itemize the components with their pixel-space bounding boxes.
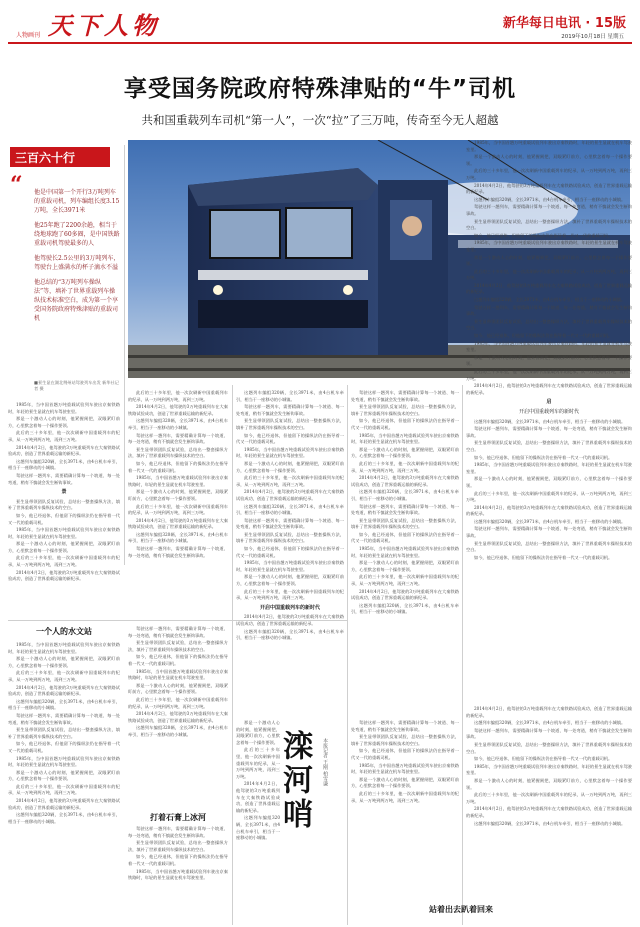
body-paragraph: 景生显带领团队反复试验，总结出一整套操纵方法，填补了世界重载列车操纵技术的空白。	[128, 840, 228, 852]
vertical-title: 滦河哨	[277, 730, 312, 832]
body-paragraph: 如今，他已经退休，但他留下的操纵法仍在指导着一代又一代的重载司机。	[474, 333, 613, 339]
headline: 享受国务院政府特殊津贴的“牛”司机	[123, 76, 517, 102]
body-paragraph: 景生显带领团队反复试验，总结出一整套操纵方法，填补了世界重载列车操纵技术的空白。	[466, 540, 632, 553]
body-paragraph: 那是一个激动人心的时刻，他紧握闸把，双眼紧盯前方，心里默念着每一个操作要领。	[8, 541, 120, 553]
body-paragraph: 那是一个激动人心的时刻，他紧握闸把，双眼紧盯前方，心里默念着每一个操作要领。	[466, 777, 632, 790]
body-paragraph: 这趟列车编组320辆，全长3971米，由4台机车牵引，相当于一座移动的小城镇。	[474, 196, 626, 202]
body-paragraph: 那是一个激动人心的时刻，他紧握闸把，双眼紧盯前方，心里默念着每一个操作要领。	[466, 254, 632, 267]
body-paragraph: 驾驶这样一趟列车，需要精确计算每一个坡道、每一处弯道，稍有不慎就会发生断钩事故。	[8, 712, 120, 725]
body-paragraph: 如今，他已经退休，但他留下的操纵法仍在指导着一代又一代的重载司机。	[236, 432, 344, 445]
body-paragraph: 1985年，当中国首趟万吨重载试验列车驶出京秦铁路时，年轻的景生显就在机车驾驶室里。	[466, 340, 632, 353]
body-paragraph: 如今，他已经退休，但他留下的操纵法仍在指导着一代又一代的重载司机。	[474, 756, 613, 762]
body-paragraph: 景生显带领团队反复试验，总结出一整套操纵方法，填补了世界重载列车操纵技术的空白。	[466, 741, 632, 754]
body-paragraph: 这趟列车编组320辆，全长3971米，由4台机车牵引，相当于一座移动的小城镇。	[8, 458, 120, 471]
column-badge-label: 三百六十行	[15, 151, 76, 165]
body-paragraph: 2014年4月2日，他驾驶的3万吨重载列车在大秦铁路试验成功，创造了世界重载运输的新纪录。	[236, 489, 344, 501]
body-paragraph: 如今，他已经退休，但他留下的操纵法仍在指导着一代又一代的重载司机。	[128, 854, 228, 866]
body-paragraph: 这趟列车编组320辆，全长3971米，由4台机车牵引，相当于一座移动的小城镇。	[236, 503, 344, 516]
body-paragraph: 景生显带领团队反复试验，总结出一整套操纵方法，填补了世界重载列车操纵技术的空白。	[466, 218, 632, 231]
body-paragraph: 2014年4月2日，他驾驶的3万吨重载列车在大秦铁路试验成功，创造了世界重载运输的新纪录。	[466, 806, 632, 818]
body-paragraph: 此后的三十多年里，他一次次刷新中国重载列车的纪录，从一万吨到两万吨，再到三万吨。	[466, 369, 632, 381]
section-sub: 人物画刊	[16, 32, 41, 39]
body-paragraph: 驾驶这样一趟列车，需要精确计算每一个坡道、每一处弯道，稍有不慎就会发生断钩事故。	[351, 390, 459, 402]
pull-quote: 他总结的“3万吨列车操纵法”等，填补了世界重载列车操纵技术标准空白，成为第一个享受国务院政府特殊津贴的重载司机	[34, 279, 119, 322]
body-paragraph: 此后的三十多年里，他一次次刷新中国重载列车的纪录，从一万吨到两万吨，再到三万吨。	[466, 168, 632, 180]
body-paragraph: 如今，他已经退休，但他留下的操纵法仍在指导着一代又一代的重载司机。	[128, 460, 228, 473]
body-paragraph: 2014年4月2日，他驾驶的3万吨重载列车在大秦铁路试验成功，创造了世界重载运输的新纪录。	[466, 383, 632, 395]
body-paragraph: 驾驶这样一趟列车，需要精确计算每一个坡道、每一处弯道，稍有不慎就会发生断钩事故。	[128, 432, 228, 445]
body-paragraph: 2014年4月2日，他驾驶的3万吨重载列车在大秦铁路试验成功，创造了世界重载运输的新纪录。	[351, 588, 459, 601]
date-line: 2019年10月18日 星期五	[561, 34, 624, 40]
body-paragraph: 1985年，当中国首趟万吨重载试验列车驶出京秦铁路时，年轻的景生显就在机车驾驶室里。	[466, 763, 632, 776]
body-paragraph: 驾驶这样一趟列车，需要精确计算每一个坡道、每一处弯道，稍有不慎就会发生断钩事故。	[236, 517, 344, 530]
article-column-5	[466, 140, 632, 700]
body-paragraph: 此后的三十多年里，他一次次刷新中国重载列车的纪录，从一万吨到两万吨，再到三万吨。	[8, 430, 120, 442]
body-paragraph: 那是一个激动人心的时刻，他紧握闸把，双眼紧盯前方，心里默念着每一个操作要领。	[351, 776, 459, 789]
body-paragraph: 2014年4月2日，他驾驶的3万吨重载列车在大秦铁路试验成功，创造了世界重载运输的新纪录。	[128, 711, 228, 723]
body-paragraph: 此后的三十多年里，他一次次刷新中国重载列车的纪录，从一万吨到两万吨，再到三万吨。	[351, 790, 459, 803]
body-paragraph: 这趟列车编组320辆，全长3971米，由4台机车牵引，相当于一座移动的小城镇。	[351, 489, 459, 501]
body-paragraph: 1985年，当中国首趟万吨重载试验列车驶出京秦铁路时，年轻的景生显就在机车驾驶室里。	[128, 868, 228, 881]
body-paragraph: 驾驶这样一趟列车，需要精确计算每一个坡道、每一处弯道，稍有不慎就会发生断钩事故。	[466, 727, 632, 740]
article-column-1	[8, 402, 120, 617]
body-paragraph: 2014年4月2日，他驾驶的3万吨重载列车在大秦铁路试验成功，创造了世界重载运输的新纪录。	[128, 404, 228, 416]
body-paragraph: 此后的三十多年里，他一次次刷新中国重载列车的纪录，从一万吨到两万吨，再到三万吨。	[466, 268, 632, 281]
pull-quote: 他驾驶长2.5公里的3万吨列车，驾驶台上盛满水的杯子滴水不溢	[34, 255, 120, 271]
column-badge	[10, 147, 110, 167]
body-paragraph: 驾驶这样一趟列车，需要精确计算每一个坡道、每一处弯道，稍有不慎就会发生断钩事故。	[128, 826, 228, 838]
body-paragraph: 1985年，当中国首趟万吨重载试验列车驶出京秦铁路时，年轻的景生显就在机车驾驶室里。	[236, 560, 344, 572]
body-paragraph: 此后的三十多年里，他一次次刷新中国重载列车的纪录，从一万吨到两万吨，再到三万吨。	[351, 574, 459, 587]
body-paragraph: 那是一个激动人心的时刻，他紧握闸把，双眼紧盯前方，心里默念着每一个操作要领。	[128, 682, 228, 695]
masthead	[12, 6, 232, 38]
body-paragraph: 此后的三十多年里，他一次次刷新中国重载列车的纪录，从一万吨到两万吨，再到三万吨。	[236, 747, 280, 779]
vertical-note: 本报记者 王刚 柏雪谦	[322, 738, 328, 787]
body-paragraph: 2014年4月2日，他驾驶的3万吨重载列车在大秦铁路试验成功，创造了世界重载运输的新纪录。	[128, 517, 228, 530]
lower-column-3	[236, 720, 280, 924]
body-paragraph: 1985年，当中国首趟万吨重载试验列车驶出京秦铁路时，年轻的景生显就在机车驾驶室里。	[8, 527, 120, 539]
body-paragraph: 2014年4月2日，他驾驶的3万吨重载列车在大秦铁路试验成功，创造了世界重载运输的新纪录。	[8, 569, 120, 582]
body-paragraph: 2014年4月2日，他驾驶的3万吨重载列车在大秦铁路试验成功，创造了世界重载运输的新纪录。	[466, 282, 632, 295]
body-paragraph: 1985年，当中国首趟万吨重载试验列车驶出京秦铁路时，年轻的景生显就在机车驾驶室里。	[128, 475, 228, 487]
body-paragraph: 1985年，当中国首趟万吨重载试验列车驶出京秦铁路时，年轻的景生显就在机车驾驶室里。	[351, 432, 459, 445]
body-paragraph: 这趟列车编组320辆，全长3971米，由4台机车牵引，相当于一座移动的小城镇。	[236, 815, 280, 841]
paper-info: 新华每日电讯 · 15版	[502, 16, 626, 31]
quote-mark-icon: “	[10, 172, 23, 198]
body-paragraph: 这趟列车编组320辆，全长3971米，由4台机车牵引，相当于一座移动的小城镇。	[474, 720, 626, 726]
sidebar3-title: 站着出去趴着回来	[429, 904, 493, 914]
body-paragraph: 1985年，当中国首趟万吨重载试验列车驶出京秦铁路时，年轻的景生显就在机车驾驶室里。	[351, 762, 459, 775]
body-paragraph: 2014年4月2日，他驾驶的3万吨重载列车在大秦铁路试验成功，创造了世界重载运输的新纪录。	[8, 798, 120, 810]
body-paragraph: 景生显带领团队反复试验，总结出一整套操纵方法，填补了世界重载列车操纵技术的空白。	[128, 446, 228, 459]
body-paragraph: 此后的三十多年里，他一次次刷新中国重载列车的纪录，从一万吨到两万吨，再到三万吨。	[128, 390, 228, 402]
body-paragraph: 2014年4月2日，他驾驶的3万吨重载列车在大秦铁路试验成功，创造了世界重载运输的新纪录。	[8, 684, 120, 697]
pull-quote: 他25年跑了2200余趟，相当于绕地球跑了60多圈，是中国铁路重载司机驾驶最多的人	[34, 222, 120, 247]
body-paragraph: 这趟列车编组320辆，全长3971米，由4台机车牵引，相当于一座移动的小城镇。	[128, 725, 228, 737]
body-paragraph: 那是一个激动人心的时刻，他紧握闸把，双眼紧盯前方，心里默念着每一个操作要领。	[236, 460, 344, 473]
body-paragraph: 1985年，当中国首趟万吨重载试验列车驶出京秦铁路时，年轻的景生显就在机车驾驶室里。	[128, 668, 228, 681]
body-paragraph: 如今，他已经退休，但他留下的操纵法仍在指导着一代又一代的重载司机。	[351, 418, 459, 430]
body-paragraph: 1985年，当中国首趟万吨重载试验列车驶出京秦铁路时，年轻的景生显就在机车驾驶室里。	[8, 642, 120, 654]
body-paragraph: 这趟列车编组320辆，全长3971米，由4台机车牵引，相当于一座移动的小城镇。	[474, 820, 626, 826]
column-rule	[347, 385, 348, 925]
body-paragraph: 此后的三十多年里，他一次次刷新中国重载列车的纪录，从一万吨到两万吨，再到三万吨。	[8, 670, 120, 682]
body-paragraph: 2014年4月2日，他驾驶的3万吨重载列车在大秦铁路试验成功，创造了世界重载运输的新纪录。	[466, 504, 632, 517]
photo-caption: ■景生显在湖北荆州站驾驶列车出发 新华社记者 摄	[34, 380, 119, 391]
subhead: 景	[61, 489, 67, 496]
body-paragraph: 如今，他已经退休，但他留下的操纵法仍在指导着一代又一代的重载司机。	[8, 741, 120, 753]
body-paragraph: 驾驶这样一趟列车，需要精确计算每一个坡道、每一处弯道，稍有不慎就会发生断钩事故。	[351, 720, 459, 732]
body-paragraph: 此后的三十多年里，他一次次刷新中国重载列车的纪录，从一万吨到两万吨，再到三万吨。	[8, 783, 120, 796]
body-paragraph: 景生显带领团队反复试验，总结出一整套操纵方法，填补了世界重载列车操纵技术的空白。	[236, 418, 344, 430]
subheadline: 共和国重载列车司机“第一人”，一次“拉”了三万吨，传奇至今无人超越	[141, 113, 499, 127]
sidebar2-column	[128, 826, 228, 924]
body-paragraph: 那是一个激动人心的时刻，他紧握闸把，双眼紧盯前方，心里默念着每一个操作要领。	[236, 574, 344, 587]
body-paragraph: 景生显带领团队反复试验，总结出一整套操纵方法，填补了世界重载列车操纵技术的空白。	[466, 440, 632, 452]
body-paragraph: 景生显带领团队反复试验，总结出一整套操纵方法，填补了世界重载列车操纵技术的空白。	[8, 498, 120, 511]
body-paragraph: 驾驶这样一趟列车，需要精确计算每一个坡道、每一处弯道，稍有不慎就会发生断钩事故。	[466, 304, 632, 317]
body-paragraph: 如今，他已经退休，但他留下的操纵法仍在指导着一代又一代的重载司机。	[128, 654, 228, 666]
body-paragraph: 这趟列车编组320辆，全长3971米，由4台机车牵引，相当于一座移动的小城镇。	[128, 418, 228, 430]
body-paragraph: 驾驶这样一趟列车，需要精确计算每一个坡道、每一处弯道，稍有不慎就会发生断钩事故。	[8, 472, 120, 485]
pull-quotes	[34, 188, 120, 323]
body-paragraph: 那是一个激动人心的时刻，他紧握闸把，双眼紧盯前方，心里默念着每一个操作要领。	[351, 446, 459, 459]
body-paragraph: 如今，他已经退休，但他留下的操纵法仍在指导着一代又一代的重载司机。	[351, 531, 459, 544]
body-paragraph: 驾驶这样一趟列车，需要精确计算每一个坡道、每一处弯道，稍有不慎就会发生断钩事故。	[466, 526, 632, 539]
body-paragraph: 那是一个激动人心的时刻，他紧握闸把，双眼紧盯前方，心里默念着每一个操作要领。	[466, 354, 632, 367]
body-paragraph: 此后的三十多年里，他一次次刷新中国重载列车的纪录，从一万吨到两万吨，再到三万吨。	[236, 588, 344, 601]
body-paragraph: 这趟列车编组320辆，全长3971米，由4台机车牵引，相当于一座移动的小城镇。	[128, 531, 228, 544]
body-paragraph: 1985年，当中国首趟万吨重载试验列车驶出京秦铁路时，年轻的景生显就在机车驾驶室里。	[236, 446, 344, 459]
body-paragraph: 这趟列车编组320辆，全长3971米，由4台机车牵引，相当于一座移动的小城镇。	[236, 390, 344, 402]
lower-column-4	[351, 720, 459, 900]
body-paragraph: 那是一个激动人心的时刻，他紧握闸把，双眼紧盯前方，心里默念着每一个操作要领。	[8, 656, 120, 668]
body-paragraph: 2014年4月2日，他驾驶的3万吨重载列车在大秦铁路试验成功，创造了世界重载运输的新纪录。	[236, 781, 280, 813]
body-paragraph: 那是一个激动人心的时刻，他紧握闸把，双眼紧盯前方，心里默念着每一个操作要领。	[236, 720, 280, 745]
body-paragraph: 景生显带领团队反复试验，总结出一整套操纵方法，填补了世界重载列车操纵技术的空白。	[8, 727, 120, 739]
body-paragraph: 2014年4月2日，他驾驶的3万吨重载列车在大秦铁路试验成功，创造了世界重载运输的新纪录。	[466, 182, 632, 195]
body-paragraph: 这趟列车编组320辆，全长3971米，由4台机车牵引，相当于一座移动的小城镇。	[351, 602, 459, 615]
column-rule	[124, 145, 125, 565]
body-paragraph: 驾驶这样一趟列车，需要精确计算每一个坡道、每一处弯道，稍有不慎就会发生断钩事故。	[351, 503, 459, 516]
body-paragraph: 景生显带领团队反复试验，总结出一整套操纵方法，填补了世界重载列车操纵技术的空白。	[351, 517, 459, 530]
body-paragraph: 1985年，当中国首趟万吨重载试验列车驶出京秦铁路时，年轻的景生显就在机车驾驶室里。	[466, 140, 632, 152]
body-paragraph: 那是一个激动人心的时刻，他紧握闸把，双眼紧盯前方，心里默念着每一个操作要领。	[466, 476, 632, 488]
sidebar2-title: 打着石膏上冰河	[150, 812, 206, 822]
body-paragraph: 那是一个激动人心的时刻，他紧握闸把，双眼紧盯前方，心里默念着每一个操作要领。	[351, 560, 459, 572]
body-paragraph: 这趟列车编组320辆，全长3971米，由4台机车牵引，相当于一座移动的小城镇。	[8, 812, 120, 824]
body-paragraph: 2014年4月2日，他驾驶的3万吨重载列车在大秦铁路试验成功，创造了世界重载运输的新纪录。	[466, 706, 632, 718]
body-paragraph: 驾驶这样一趟列车，需要精确计算每一个坡道、每一处弯道，稍有不慎就会发生断钩事故。	[128, 626, 228, 638]
column-rule	[232, 385, 233, 925]
lower-column-5	[466, 706, 632, 924]
body-paragraph: 景生显带领团队反复试验，总结出一整套操纵方法，填补了世界重载列车操纵技术的空白。	[351, 734, 459, 746]
body-paragraph: 驾驶这样一趟列车，需要精确计算每一个坡道、每一处弯道，稍有不慎就会发生断钩事故。	[236, 404, 344, 416]
body-paragraph: 这趟列车编组320辆，全长3971米，由4台机车牵引，相当于一座移动的小城镇。	[474, 297, 626, 303]
subhead: 启	[546, 399, 552, 406]
body-paragraph: 景生显带领团队反复试验，总结出一整套操纵方法，填补了世界重载列车操纵技术的空白。	[128, 640, 228, 652]
body-paragraph: 景生显带领团队反复试验，总结出一整套操纵方法，填补了世界重载列车操纵技术的空白。	[351, 404, 459, 416]
body-paragraph: 这趟列车编组320辆，全长3971米，由4台机车牵引，相当于一座移动的小城镇。	[236, 628, 344, 641]
body-paragraph: 此后的三十多年里，他一次次刷新中国重载列车的纪录，从一万吨到两万吨，再到三万吨。	[351, 460, 459, 473]
body-paragraph: 1985年，当中国首趟万吨重载试验列车驶出京秦铁路时，年轻的景生显就在机车驾驶室里。	[8, 402, 120, 414]
body-paragraph: 如今，他已经退休，但他留下的操纵法仍在指导着一代又一代的重载司机。	[474, 232, 613, 238]
body-paragraph: 如今，他已经退休，但他留下的操纵法仍在指导着一代又一代的重载司机。	[474, 554, 613, 560]
body-paragraph: 此后的三十多年里，他一次次刷新中国重载列车的纪录，从一万吨到两万吨，再到三万吨。	[128, 696, 228, 709]
body-paragraph: 此后的三十多年里，他一次次刷新中国重载列车的纪录，从一万吨到两万吨，再到三万吨。	[236, 475, 344, 487]
body-paragraph: 如今，他已经退休，但他留下的操纵法仍在指导着一代又一代的重载司机。	[474, 454, 613, 460]
subhead: 开启中国重载列车的新时代	[518, 408, 579, 415]
pull-quote: 他是中国第一个开行3万吨列车的重载司机，列车编组长度3.15万吨，全长3971米	[34, 189, 120, 214]
body-paragraph: 那是一个激动人心的时刻，他紧握闸把，双眼紧盯前方，心里默念着每一个操作要领。	[466, 154, 632, 166]
vertical-title-block	[277, 730, 346, 890]
article-column-2	[128, 390, 228, 615]
sidebar-title: 一个人的水文站	[36, 626, 92, 636]
body-paragraph: 如今，他已经退休，但他留下的操纵法仍在指导着一代又一代的重载司机。	[236, 546, 344, 558]
body-paragraph: 2014年4月2日，他驾驶的3万吨重载列车在大秦铁路试验成功，创造了世界重载运输的新纪录。	[8, 444, 120, 457]
body-paragraph: 驾驶这样一趟列车，需要精确计算每一个坡道、每一处弯道，稍有不慎就会发生断钩事故。	[466, 204, 632, 216]
header-rule	[8, 42, 632, 44]
body-paragraph: 2014年4月2日，他驾驶的3万吨重载列车在大秦铁路试验成功，创造了世界重载运输的新纪录。	[236, 614, 344, 626]
sidebar-column-2	[128, 626, 228, 806]
body-paragraph: 这趟列车编组320辆，全长3971米，由4台机车牵引，相当于一座移动的小城镇。	[8, 698, 120, 711]
body-paragraph: 那是一个激动人心的时刻，他紧握闸把，双眼紧盯前方，心里默念着每一个操作要领。	[128, 489, 228, 501]
body-paragraph: 2014年4月2日，他驾驶的3万吨重载列车在大秦铁路试验成功，创造了世界重载运输的新纪录。	[351, 475, 459, 487]
body-paragraph: 1985年，当中国首趟万吨重载试验列车驶出京秦铁路时，年轻的景生显就在机车驾驶室里。	[8, 755, 120, 768]
body-paragraph: 那是一个激动人心的时刻，他紧握闸把，双眼紧盯前方，心里默念着每一个操作要领。	[8, 416, 120, 428]
body-paragraph: 这趟列车编组320辆，全长3971米，由4台机车牵引，相当于一座移动的小城镇。	[474, 518, 626, 524]
body-paragraph: 这趟列车编组320辆，全长3971米，由4台机车牵引，相当于一座移动的小城镇。	[474, 418, 626, 424]
body-paragraph: 景生显带领团队反复试验，总结出一整套操纵方法，填补了世界重载列车操纵技术的空白。	[236, 531, 344, 544]
body-paragraph: 如今，他已经退休，但他留下的操纵法仍在指导着一代又一代的重载司机。	[8, 512, 120, 525]
article-column-3	[236, 390, 344, 715]
sidebar-column-1	[8, 642, 120, 924]
subhead: 开启中国重载列车的新时代	[259, 604, 320, 611]
body-paragraph: 如今，他已经退休，但他留下的操纵法仍在指导着一代又一代的重载司机。	[351, 748, 459, 760]
article-column-4	[351, 390, 459, 715]
body-paragraph: 此后的三十多年里，他一次次刷新中国重载列车的纪录，从一万吨到两万吨，再到三万吨。	[466, 490, 632, 503]
body-paragraph: 1985年，当中国首趟万吨重载试验列车驶出京秦铁路时，年轻的景生显就在机车驾驶室里。	[351, 546, 459, 558]
body-paragraph: 1985年，当中国首趟万吨重载试验列车驶出京秦铁路时，年轻的景生显就在机车驾驶室里。	[466, 462, 632, 474]
body-paragraph: 此后的三十多年里，他一次次刷新中国重载列车的纪录，从一万吨到两万吨，再到三万吨。	[8, 555, 120, 568]
body-paragraph: 驾驶这样一趟列车，需要精确计算每一个坡道、每一处弯道，稍有不慎就会发生断钩事故。	[466, 426, 632, 438]
body-paragraph: 此后的三十多年里，他一次次刷新中国重载列车的纪录，从一万吨到两万吨，再到三万吨。	[466, 792, 632, 804]
column-rule	[462, 385, 463, 925]
body-paragraph: 此后的三十多年里，他一次次刷新中国重载列车的纪录，从一万吨到两万吨，再到三万吨。	[128, 503, 228, 516]
body-paragraph: 驾驶这样一趟列车，需要精确计算每一个坡道、每一处弯道，稍有不慎就会发生断钩事故。	[128, 546, 228, 558]
masthead-title: 天下人物	[48, 11, 160, 40]
body-paragraph: 那是一个激动人心的时刻，他紧握闸把，双眼紧盯前方，心里默念着每一个操作要领。	[8, 769, 120, 782]
body-paragraph: 1985年，当中国首趟万吨重载试验列车驶出京秦铁路时，年轻的景生显就在机车驾驶室里。	[466, 240, 632, 252]
body-paragraph: 景生显带领团队反复试验，总结出一整套操纵方法，填补了世界重载列车操纵技术的空白。	[466, 318, 632, 331]
